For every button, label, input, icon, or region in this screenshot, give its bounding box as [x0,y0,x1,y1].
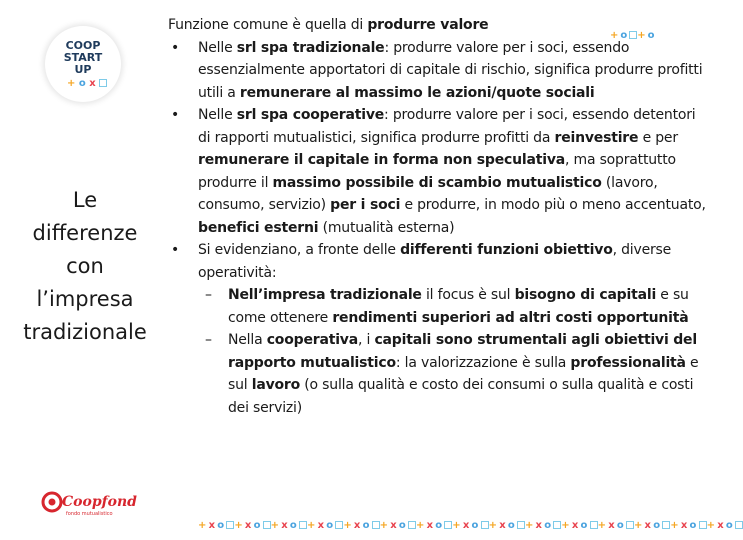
coop-startup-logo [45,26,121,102]
square-icon [99,79,107,87]
text-run: Si evidenziano, a fronte delle [198,242,401,258]
text-run: : la valorizzazione è sulla [395,354,571,371]
bullet-item [168,239,712,284]
intro-paragraph [168,14,712,37]
slide-title-line: l’impresa [36,287,134,311]
decorative-symbols-top: +o +o [610,30,657,41]
text-run: e produrre, in modo più o meno accentuato, [400,197,706,213]
text-run: Nelle [198,39,237,56]
slide-title [10,184,160,349]
plus-icon: + [67,78,76,89]
bold-text: per i soci [330,197,401,213]
sub-bullet-item [168,329,712,419]
bold-text: professionalità [570,354,686,371]
slide-body [168,14,712,419]
bold-text: capitali sono strumentali agli obiettivi del rapporto mutualistico [228,332,697,371]
sub-bullet-item [168,284,712,329]
text-run: e su come ottenere [228,287,689,326]
bold-text: produrre valore [367,17,489,33]
bold-text: massimo possibile di scambio mutualistico [272,174,602,191]
text-run: : produrre valore per i soci, essendo essenzialmente apportatori di capitale di rischio, significa produrre profitti utili a [198,39,703,101]
text-run: il focus è sul [421,287,515,303]
coopfond-logo [40,488,140,518]
text-run: (o sulla qualità e costo dei consumi o sulla qualità e costi dei servizi) [228,377,694,416]
text-run: (mutualità esterna) [318,219,455,236]
logo-line: COOP [65,39,101,52]
logo-symbols [67,78,107,89]
bold-text: differenti funzioni obiettivo [400,242,613,258]
circle-icon: o [78,78,86,89]
x-icon: x [89,78,96,89]
slide-title-line: differenze [32,221,138,245]
text-run: (lavoro, consumo, servizio) [198,174,658,213]
logo-text [45,40,121,76]
slide-title-line: Le [72,188,98,212]
text-run: e per [638,129,678,146]
logo-line: START [63,51,103,64]
slide-title-line: tradizionale [23,320,147,344]
text-run: e sul [228,354,699,393]
bold-text: lavoro [251,377,301,393]
bold-text: rendimenti superiori ad altri costi opportunità [332,309,689,326]
logo-line: UP [74,63,92,76]
text-run: , ma soprattutto produrre il [198,152,676,191]
coopfond-tagline: fondo mutualistico [66,511,113,517]
coopfond-wordmark: Coopfond [62,494,137,510]
bullet-item [168,37,712,105]
text-run: Funzione comune è quella di [168,17,368,33]
text-run: Nella [228,332,267,348]
bold-text: Nell’impresa tradizionale [228,287,422,303]
text-run: , i [357,332,375,348]
bullet-item [168,104,712,239]
bold-text: srl spa cooperative [236,107,385,123]
text-run: , diverse operatività: [198,242,672,281]
bold-text: bisogno di capitali [514,287,657,303]
text-run: Nelle [198,107,237,123]
bold-text: srl spa tradizionale [236,39,385,56]
bold-text: remunerare il capitale in forma non speculativa [198,152,566,168]
decorative-symbols-bottom: +xo +xo +xo +xo +xo +xo +xo +xo +xo +xo +xo +xo +xo +xo +xo [198,520,710,532]
slide-title-line: con [66,254,104,278]
text-run: : produrre valore per i soci, essendo detentori di rapporti mutualistici, significa produrre profitti da [198,107,696,146]
bold-text: reinvestire [554,129,639,146]
bold-text: remunerare al massimo le azioni/quote sociali [239,84,595,101]
bold-text: benefici esterni [198,219,319,236]
bold-text: cooperativa [266,332,358,348]
